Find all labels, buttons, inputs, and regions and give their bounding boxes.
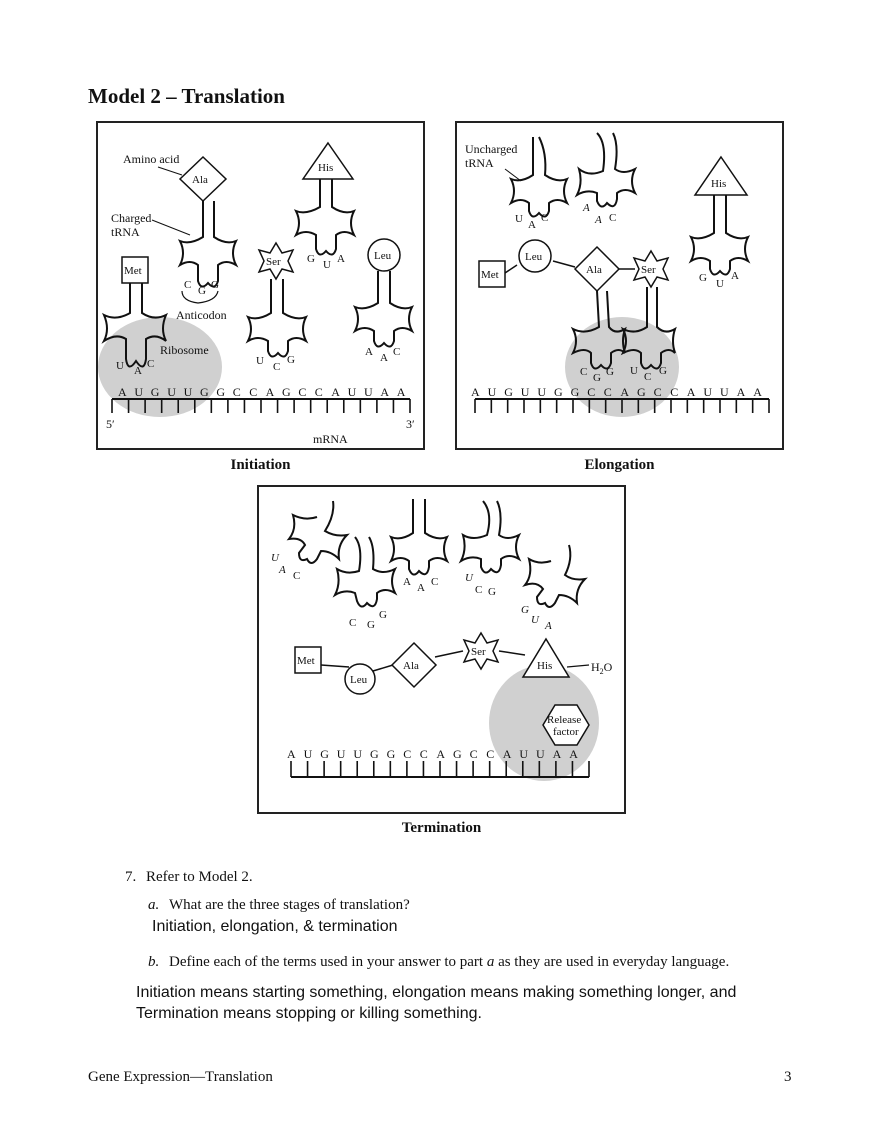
ribosome-label: Ribosome — [160, 343, 209, 357]
mrna-base: A — [753, 385, 762, 399]
uncharged-trna-label: Uncharged — [465, 142, 518, 156]
peptide-bond — [567, 665, 589, 667]
uncharged-trna — [289, 501, 347, 563]
anticodon-base: G — [379, 609, 387, 621]
his-label: His — [537, 660, 553, 672]
mrna-base: G — [200, 385, 209, 399]
anticodon-base: A — [583, 202, 590, 214]
release-factor-label: Release — [547, 714, 582, 726]
mrna-base: G — [282, 385, 291, 399]
anticodon-base: C — [609, 212, 617, 224]
mrna-base: G — [637, 385, 646, 399]
anticodon-base: U — [465, 572, 473, 584]
ala-anticodon-base: C — [580, 366, 588, 378]
mrna-base: A — [396, 385, 406, 399]
mrna-base: U — [353, 747, 363, 761]
mrna-base: A — [118, 385, 127, 399]
ser-label: Ser — [471, 646, 486, 658]
ala-anticodon-base: G — [593, 372, 601, 384]
part-b-text: Define each of the terms used in your answer to part a as they are used in everyday language. — [169, 954, 730, 970]
mrna-base: C — [469, 747, 478, 761]
his-trna — [296, 179, 354, 255]
anticodon-base: U — [531, 614, 539, 626]
ala-anticodon-base: G — [606, 366, 614, 378]
mrna-base: U — [183, 385, 193, 399]
mrna-base: U — [537, 385, 547, 399]
mrna-base: C — [249, 385, 258, 399]
amino-acid-label: Amino acid — [123, 152, 180, 166]
anticodon-base: G — [488, 586, 496, 598]
peptide-bond — [321, 665, 349, 667]
question-7 — [125, 869, 253, 886]
mrna-base: U — [336, 747, 346, 761]
charged-trna-label: tRNA — [111, 225, 140, 239]
mrna-base: U — [703, 385, 713, 399]
mrna-base: A — [736, 385, 746, 399]
uncharged-trna — [461, 501, 519, 573]
charged-trna-label: Charged — [111, 211, 152, 225]
leu-anticodon-base: C — [393, 346, 401, 358]
mrna-base: G — [216, 385, 226, 399]
ser-trna — [248, 279, 306, 357]
mrna-base: C — [670, 385, 679, 399]
mrna-base: C — [403, 747, 412, 761]
peptide-bond — [553, 261, 575, 267]
mrna-base: G — [504, 385, 513, 399]
ser-label: Ser — [266, 256, 281, 268]
amino-acid-arrow — [158, 167, 182, 175]
mrna-base: A — [380, 385, 390, 399]
mrna-base: U — [167, 385, 176, 399]
anticodon-base: U — [271, 552, 279, 564]
leu-label: Leu — [374, 250, 392, 262]
mrna-base: U — [520, 385, 530, 399]
part-letter: a. — [148, 897, 160, 913]
mrna-base: U — [720, 385, 729, 399]
mrna-base: A — [331, 385, 340, 399]
mrna-base: U — [303, 747, 313, 761]
answer-7b-line2: Termination means stopping or killing something. — [136, 1005, 482, 1022]
ser-anticodon-base: C — [644, 371, 652, 383]
ala-anticodon-base: G — [211, 279, 219, 291]
met-label: Met — [124, 265, 142, 277]
anticodon-base: A — [595, 214, 602, 226]
answer-7a: Initiation, elongation, & termination — [152, 918, 398, 935]
anticodon-base: C — [431, 576, 439, 588]
release-factor-label: factor — [553, 726, 579, 738]
leu-anticodon-base: A — [380, 352, 388, 364]
his-anticodon-base: A — [731, 270, 739, 282]
anticodon-base: A — [545, 620, 552, 632]
uncharged-trna-label: tRNA — [465, 156, 494, 170]
his-anticodon-base: G — [699, 272, 707, 284]
his-anticodon-base: U — [323, 259, 331, 271]
leu-label: Leu — [525, 251, 543, 263]
uncharged-trna — [335, 537, 395, 607]
mrna-base: G — [453, 747, 462, 761]
ser-anticodon-base: U — [630, 365, 638, 377]
question-7a — [148, 897, 410, 914]
mrna-base: U — [134, 385, 144, 399]
mrna-base: A — [436, 747, 446, 761]
ser-label: Ser — [641, 264, 656, 276]
elongation-caption: Elongation — [584, 457, 655, 473]
question-number: 7. — [125, 869, 137, 885]
peptide-bond — [505, 265, 517, 273]
mrna-base: G — [554, 385, 563, 399]
page-number: 3 — [784, 1069, 792, 1085]
anticodon-base: U — [515, 213, 523, 225]
mrna-base: U — [364, 385, 373, 399]
anticodon-base: C — [293, 570, 301, 582]
peptide-bond — [499, 651, 525, 655]
mrna-base: A — [502, 747, 512, 761]
anticodon-base: G — [521, 604, 529, 616]
mrna-base: C — [603, 385, 612, 399]
mrna-base: A — [569, 747, 578, 761]
ala-trna — [180, 201, 236, 287]
anticodon-base: A — [403, 576, 411, 588]
met-anticodon-base: A — [134, 365, 142, 377]
ser-anticodon-base: C — [273, 361, 281, 373]
uncharged-trna — [577, 133, 635, 207]
mrna-base: A — [552, 747, 562, 761]
question-7b — [148, 954, 729, 971]
mrna-base: U — [536, 747, 545, 761]
mrna-base: G — [370, 747, 379, 761]
ala-anticodon-base: G — [198, 285, 206, 297]
five-prime-label: 5′ — [106, 417, 115, 431]
his-trna — [691, 195, 748, 275]
ser-anticodon-base: G — [287, 354, 295, 366]
anticodon-base: C — [541, 212, 549, 224]
ala-anticodon-base: C — [184, 279, 192, 291]
mrna-base: U — [487, 385, 497, 399]
mrna-base: A — [620, 385, 630, 399]
initiation-panel — [96, 121, 425, 450]
mrna-base: G — [386, 747, 396, 761]
anticodon-base: C — [475, 584, 483, 596]
ser-anticodon-base: G — [659, 365, 667, 377]
anticodon-base: G — [367, 619, 375, 631]
ala-label: Ala — [586, 264, 602, 276]
elongation-panel — [455, 121, 784, 450]
mrna-base: G — [570, 385, 580, 399]
leu-label: Leu — [350, 674, 368, 686]
mrna-base: C — [298, 385, 307, 399]
uncharged-trna — [511, 137, 567, 217]
mrna-base: C — [653, 385, 662, 399]
mrna-base: G — [320, 747, 329, 761]
peptide-bond — [373, 665, 393, 671]
mrna-base: A — [287, 747, 296, 761]
mrna-base: A — [686, 385, 696, 399]
his-anticodon-base: G — [307, 253, 315, 265]
part-letter: b. — [148, 954, 160, 970]
ala-label: Ala — [192, 174, 208, 186]
his-anticodon-base: U — [716, 278, 724, 290]
his-anticodon-base: A — [337, 253, 345, 265]
his-label: His — [318, 162, 334, 174]
anticodon-label: Anticodon — [176, 308, 227, 322]
anticodon-base: A — [528, 219, 536, 231]
mrna-base: G — [150, 385, 160, 399]
water-label: $H_2O$ — [591, 660, 613, 676]
part-a-text: What are the three stages of translation? — [169, 897, 410, 913]
peptide-bond — [435, 651, 463, 657]
three-prime-label: 3′ — [406, 417, 415, 431]
anticodon-base: A — [417, 582, 425, 594]
footer-title: Gene Expression—Translation — [88, 1069, 273, 1085]
termination-panel — [257, 485, 626, 814]
mrna-base: C — [314, 385, 323, 399]
charged-trna-arrow — [152, 220, 190, 235]
his-label: His — [711, 178, 727, 190]
initiation-diagram — [98, 123, 423, 448]
mrna-base: A — [471, 385, 480, 399]
anticodon-base: C — [349, 617, 357, 629]
mrna-label: mRNA — [313, 432, 348, 446]
uncharged-trna — [391, 499, 447, 575]
leu-trna — [355, 271, 412, 347]
leu-anticodon-base: A — [365, 346, 373, 358]
anticodon-base: A — [279, 564, 286, 576]
mrna-base: C — [419, 747, 428, 761]
termination-diagram — [259, 487, 624, 812]
mrna-base: A — [265, 385, 275, 399]
ser-anticodon-base: U — [256, 355, 264, 367]
mrna-base: C — [587, 385, 596, 399]
termination-caption: Termination — [401, 820, 482, 836]
ala-label: Ala — [403, 660, 419, 672]
mrna-base: C — [232, 385, 241, 399]
met-label: Met — [297, 655, 315, 667]
question-prompt: Refer to Model 2. — [146, 869, 253, 885]
page-title: Model 2 – Translation — [88, 84, 285, 108]
mrna-base: U — [347, 385, 357, 399]
met-anticodon-base: U — [116, 360, 124, 372]
mrna-strand — [475, 399, 769, 413]
initiation-caption: Initiation — [230, 457, 291, 473]
answer-7b-line1: Initiation means starting something, elongation means making something longer, and — [136, 984, 737, 1001]
met-label: Met — [481, 269, 499, 281]
mrna-base: U — [519, 747, 529, 761]
uncharged-trna — [525, 545, 585, 607]
met-anticodon-base: C — [147, 358, 155, 370]
elongation-diagram — [457, 123, 782, 448]
mrna-base: C — [486, 747, 495, 761]
